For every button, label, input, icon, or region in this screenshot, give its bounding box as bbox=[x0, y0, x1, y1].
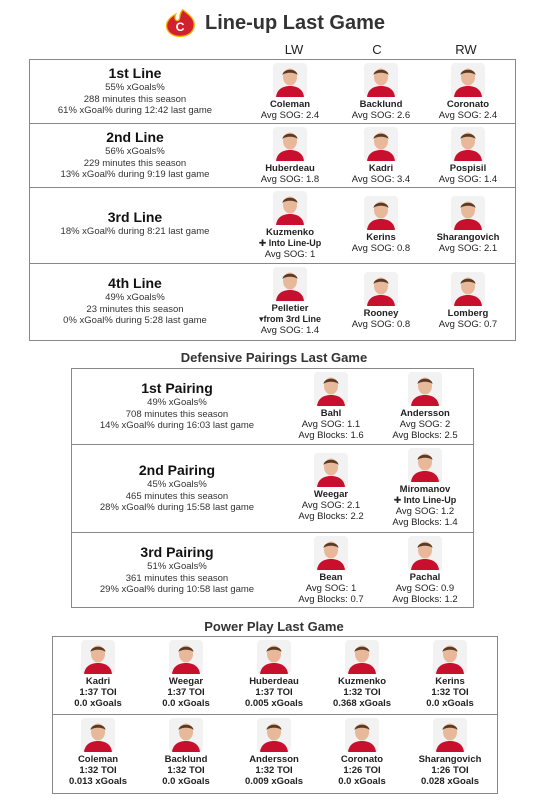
player-stat: Avg SOG: 1.8 bbox=[260, 174, 320, 185]
forward-lines-table bbox=[29, 59, 516, 341]
player-card bbox=[405, 718, 495, 787]
player-card bbox=[53, 640, 143, 709]
lineup-change-note: ✚ Into Line-Up bbox=[258, 238, 322, 248]
player-stat: Avg SOG: 1.4 bbox=[438, 174, 498, 185]
page-title: Line-up Last Game bbox=[204, 11, 386, 34]
player-toi: 1:37 TOI bbox=[255, 687, 293, 698]
line-info bbox=[30, 274, 240, 327]
column-header-lw: LW bbox=[284, 42, 304, 57]
player-name: Coleman bbox=[269, 99, 311, 110]
player-toi: 1:26 TOI bbox=[431, 765, 469, 776]
player-name: Pachal bbox=[409, 572, 441, 583]
line-stat: 0% xGoal% during 5:28 last game bbox=[63, 315, 207, 326]
player-name: Kadri bbox=[85, 676, 111, 687]
line-row bbox=[30, 188, 515, 264]
column-header-rw: RW bbox=[455, 42, 477, 57]
defense-section-title: Defensive Pairings Last Game bbox=[180, 350, 368, 365]
player-toi: 1:32 TOI bbox=[343, 687, 381, 698]
player-xgoals: 0.0 xGoals bbox=[162, 776, 210, 787]
pairing-row bbox=[72, 533, 473, 607]
player-card bbox=[317, 640, 407, 709]
player-card bbox=[423, 127, 513, 185]
line-stat: 13% xGoal% during 9:19 last game bbox=[60, 169, 210, 180]
player-blocks: Avg Blocks: 0.7 bbox=[298, 594, 364, 605]
pairing-info bbox=[72, 543, 282, 596]
pairing-stat: 45% xGoals% bbox=[147, 479, 207, 490]
player-toi: 1:37 TOI bbox=[79, 687, 117, 698]
player-card bbox=[229, 718, 319, 787]
pairing-stat: 49% xGoals% bbox=[147, 397, 207, 408]
line-name: 3rd Line bbox=[107, 209, 163, 225]
player-name: Bahl bbox=[320, 408, 342, 419]
player-headshot bbox=[408, 372, 442, 406]
player-name: Sharangovich bbox=[418, 754, 482, 765]
player-xgoals: 0.0 xGoals bbox=[74, 698, 122, 709]
player-toi: 1:32 TOI bbox=[79, 765, 117, 776]
player-stat: Avg SOG: 0.7 bbox=[438, 319, 498, 330]
player-blocks: Avg Blocks: 1.2 bbox=[392, 594, 458, 605]
player-headshot bbox=[451, 196, 485, 230]
player-card bbox=[286, 536, 376, 605]
player-toi: 1:26 TOI bbox=[343, 765, 381, 776]
player-card bbox=[245, 191, 335, 260]
player-sog: Avg SOG: 1.1 bbox=[301, 419, 361, 430]
player-name: Kerins bbox=[435, 676, 465, 687]
player-name: Andersson bbox=[249, 754, 299, 765]
player-card bbox=[336, 63, 426, 121]
line-row bbox=[30, 60, 515, 124]
player-headshot bbox=[81, 640, 115, 674]
pairing-info bbox=[72, 379, 282, 432]
player-card bbox=[336, 196, 426, 254]
pairing-row bbox=[72, 369, 473, 445]
line-row bbox=[30, 124, 515, 188]
player-stat: Avg SOG: 2.4 bbox=[438, 110, 498, 121]
line-stat: 18% xGoal% during 8:21 last game bbox=[60, 226, 210, 237]
player-headshot bbox=[451, 127, 485, 161]
player-stat: Avg SOG: 3.4 bbox=[351, 174, 411, 185]
line-info bbox=[30, 128, 240, 181]
player-card bbox=[245, 267, 335, 336]
player-toi: 1:32 TOI bbox=[255, 765, 293, 776]
line-stat: 55% xGoals% bbox=[105, 82, 165, 93]
player-name: Backlund bbox=[164, 754, 208, 765]
player-headshot bbox=[345, 718, 379, 752]
player-xgoals: 0.0 xGoals bbox=[426, 698, 474, 709]
power-play-unit-row bbox=[53, 715, 497, 793]
power-play-unit-row bbox=[53, 637, 497, 715]
player-headshot bbox=[364, 127, 398, 161]
player-name: Sharangovich bbox=[436, 232, 500, 243]
player-name: Lomberg bbox=[447, 308, 489, 319]
player-toi: 1:37 TOI bbox=[167, 687, 205, 698]
player-headshot bbox=[257, 718, 291, 752]
player-name: Coronato bbox=[340, 754, 384, 765]
pairing-stat: 708 minutes this season bbox=[125, 408, 229, 420]
player-name: Kadri bbox=[368, 163, 394, 174]
player-sog: Avg SOG: 2.1 bbox=[301, 500, 361, 511]
player-headshot bbox=[169, 718, 203, 752]
pairing-stat: 51% xGoals% bbox=[147, 561, 207, 572]
player-card bbox=[53, 718, 143, 787]
player-xgoals: 0.368 xGoals bbox=[332, 698, 392, 709]
player-xgoals: 0.009 xGoals bbox=[244, 776, 304, 787]
player-headshot bbox=[169, 640, 203, 674]
player-headshot bbox=[408, 448, 442, 482]
player-card bbox=[336, 272, 426, 330]
player-sog: Avg SOG: 1.2 bbox=[395, 506, 455, 517]
player-xgoals: 0.0 xGoals bbox=[162, 698, 210, 709]
pairing-info bbox=[72, 461, 282, 514]
player-headshot bbox=[273, 267, 307, 301]
player-name: Miromanov bbox=[399, 484, 451, 495]
lineup-change-note: ▾from 3rd Line bbox=[258, 314, 322, 324]
player-headshot bbox=[345, 640, 379, 674]
player-sog: Avg SOG: 2 bbox=[399, 419, 451, 430]
player-name: Kuzmenko bbox=[265, 227, 315, 238]
player-blocks: Avg Blocks: 1.6 bbox=[298, 430, 364, 441]
player-card bbox=[405, 640, 495, 709]
line-info bbox=[30, 64, 240, 117]
player-blocks: Avg Blocks: 1.4 bbox=[392, 517, 458, 528]
player-card bbox=[423, 272, 513, 330]
player-toi: 1:32 TOI bbox=[431, 687, 469, 698]
player-name: Bean bbox=[319, 572, 343, 583]
player-card bbox=[286, 453, 376, 522]
player-card bbox=[229, 640, 319, 709]
line-stat: 288 minutes this season bbox=[83, 93, 187, 105]
position-headers bbox=[0, 42, 548, 58]
player-stat: Avg SOG: 1.4 bbox=[260, 325, 320, 336]
player-card bbox=[141, 718, 231, 787]
player-card bbox=[336, 127, 426, 185]
player-card bbox=[380, 372, 470, 441]
pairing-stat: 14% xGoal% during 16:03 last game bbox=[99, 420, 255, 431]
player-name: Backlund bbox=[359, 99, 403, 110]
player-name: Huberdeau bbox=[249, 676, 299, 687]
player-name: Weegar bbox=[168, 676, 204, 687]
player-headshot bbox=[451, 272, 485, 306]
svg-text:C: C bbox=[175, 19, 185, 34]
player-name: Kerins bbox=[366, 232, 396, 243]
player-stat: Avg SOG: 2.6 bbox=[351, 110, 411, 121]
player-name: Weegar bbox=[313, 489, 349, 500]
player-name: Andersson bbox=[400, 408, 450, 419]
player-headshot bbox=[364, 272, 398, 306]
player-headshot bbox=[433, 640, 467, 674]
line-stat: 23 minutes this season bbox=[86, 303, 184, 315]
player-headshot bbox=[273, 63, 307, 97]
player-headshot bbox=[273, 191, 307, 225]
player-sog: Avg SOG: 0.9 bbox=[395, 583, 455, 594]
player-xgoals: 0.028 xGoals bbox=[420, 776, 480, 787]
line-info bbox=[30, 208, 240, 238]
pairing-stat: 465 minutes this season bbox=[125, 490, 229, 502]
player-xgoals: 0.005 xGoals bbox=[244, 698, 304, 709]
player-card bbox=[245, 127, 335, 185]
power-play-section-title: Power Play Last Game bbox=[204, 619, 344, 634]
player-headshot bbox=[314, 453, 348, 487]
player-card bbox=[245, 63, 335, 121]
column-header-c: C bbox=[372, 42, 382, 57]
player-card bbox=[317, 718, 407, 787]
player-card bbox=[141, 640, 231, 709]
player-stat: Avg SOG: 1 bbox=[264, 249, 316, 260]
player-name: Rooney bbox=[363, 308, 399, 319]
lineup-change-note: ✚ Into Line-Up bbox=[393, 495, 457, 505]
player-toi: 1:32 TOI bbox=[167, 765, 205, 776]
player-stat: Avg SOG: 0.8 bbox=[351, 243, 411, 254]
player-headshot bbox=[364, 63, 398, 97]
player-headshot bbox=[273, 127, 307, 161]
player-xgoals: 0.013 xGoals bbox=[68, 776, 128, 787]
player-name: Coleman bbox=[77, 754, 119, 765]
line-row bbox=[30, 264, 515, 340]
player-headshot bbox=[314, 372, 348, 406]
player-blocks: Avg Blocks: 2.2 bbox=[298, 511, 364, 522]
line-stat: 229 minutes this season bbox=[83, 157, 187, 169]
line-name: 4th Line bbox=[108, 275, 162, 291]
player-name: Pelletier bbox=[271, 303, 309, 314]
player-headshot bbox=[364, 196, 398, 230]
player-headshot bbox=[433, 718, 467, 752]
pairing-name: 3rd Pairing bbox=[140, 544, 214, 560]
player-stat: Avg SOG: 2.1 bbox=[438, 243, 498, 254]
player-headshot bbox=[408, 536, 442, 570]
player-card bbox=[286, 372, 376, 441]
page-header bbox=[0, 6, 548, 40]
player-xgoals: 0.0 xGoals bbox=[338, 776, 386, 787]
player-stat: Avg SOG: 2.4 bbox=[260, 110, 320, 121]
player-card bbox=[380, 448, 470, 528]
player-name: Pospisil bbox=[449, 163, 487, 174]
player-card bbox=[423, 63, 513, 121]
player-name: Coronato bbox=[446, 99, 490, 110]
line-stat: 61% xGoal% during 12:42 last game bbox=[57, 105, 213, 116]
pairing-row bbox=[72, 445, 473, 533]
line-stat: 49% xGoals% bbox=[105, 292, 165, 303]
line-name: 1st Line bbox=[108, 65, 162, 81]
defensive-pairings-table bbox=[71, 368, 474, 608]
flames-logo-icon bbox=[163, 8, 199, 38]
player-headshot bbox=[81, 718, 115, 752]
pairing-stat: 29% xGoal% during 10:58 last game bbox=[99, 584, 255, 595]
power-play-table bbox=[52, 636, 498, 794]
player-stat: Avg SOG: 0.8 bbox=[351, 319, 411, 330]
player-card bbox=[380, 536, 470, 605]
player-card bbox=[423, 196, 513, 254]
player-name: Kuzmenko bbox=[337, 676, 387, 687]
pairing-name: 1st Pairing bbox=[141, 380, 213, 396]
pairing-stat: 28% xGoal% during 15:58 last game bbox=[99, 502, 255, 513]
player-blocks: Avg Blocks: 2.5 bbox=[392, 430, 458, 441]
player-headshot bbox=[314, 536, 348, 570]
player-headshot bbox=[451, 63, 485, 97]
line-name: 2nd Line bbox=[106, 129, 164, 145]
player-headshot bbox=[257, 640, 291, 674]
pairing-name: 2nd Pairing bbox=[138, 462, 216, 478]
player-name: Huberdeau bbox=[265, 163, 315, 174]
pairing-stat: 361 minutes this season bbox=[125, 572, 229, 584]
line-stat: 56% xGoals% bbox=[105, 146, 165, 157]
player-sog: Avg SOG: 1 bbox=[305, 583, 357, 594]
